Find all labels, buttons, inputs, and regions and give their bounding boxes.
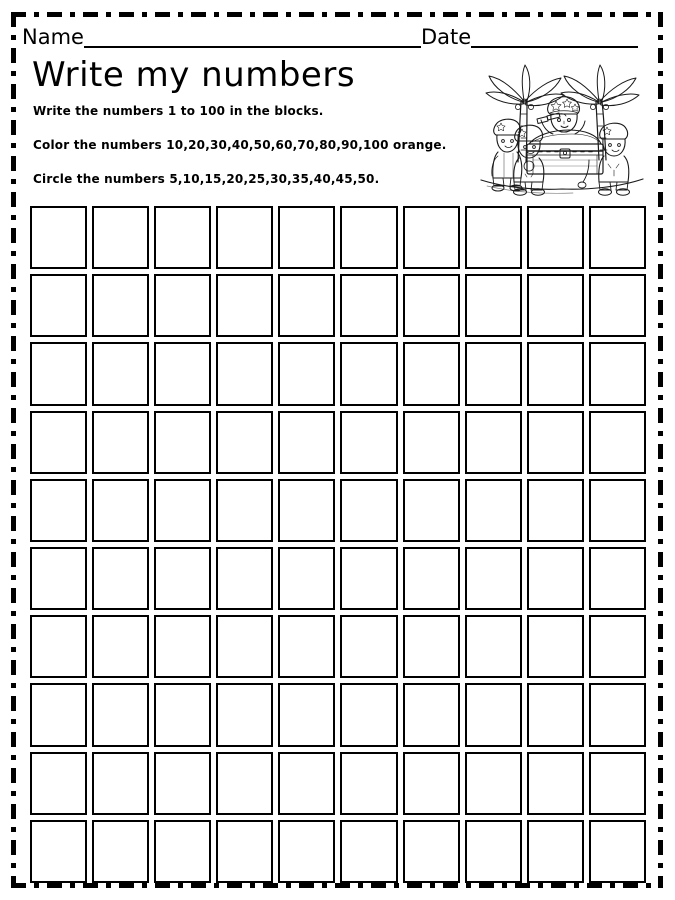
grid-cell[interactable] [92,411,149,474]
grid-cell[interactable] [340,479,397,542]
border-bottom [11,883,663,888]
grid-cell[interactable] [216,411,273,474]
grid-cell[interactable] [30,206,87,269]
grid-cell[interactable] [465,206,522,269]
grid-cell[interactable] [340,274,397,337]
grid-cell[interactable] [154,752,211,815]
grid-cell[interactable] [340,206,397,269]
grid-cell[interactable] [216,206,273,269]
grid-cell[interactable] [92,206,149,269]
grid-cell[interactable] [589,615,646,678]
name-date-row [22,22,646,48]
grid-cell[interactable] [527,479,584,542]
grid-cell[interactable] [527,683,584,746]
grid-cell[interactable] [403,615,460,678]
grid-cell[interactable] [30,274,87,337]
pirate-kids-treasure-chest-clipart [477,56,647,199]
grid-cell[interactable] [154,206,211,269]
grid-cell[interactable] [403,547,460,610]
grid-cell[interactable] [589,342,646,405]
grid-cell[interactable] [589,411,646,474]
grid-cell[interactable] [154,615,211,678]
grid-cell[interactable] [465,274,522,337]
grid-cell[interactable] [278,206,335,269]
grid-cell[interactable] [527,615,584,678]
grid-cell[interactable] [30,479,87,542]
border-top [11,12,663,17]
grid-cell[interactable] [216,615,273,678]
grid-cell[interactable] [340,615,397,678]
grid-cell[interactable] [340,683,397,746]
grid-cell[interactable] [589,479,646,542]
grid-cell[interactable] [30,547,87,610]
grid-cell[interactable] [340,411,397,474]
grid-cell[interactable] [465,820,522,883]
grid-cell[interactable] [589,274,646,337]
grid-cell[interactable] [278,615,335,678]
grid-cell[interactable] [30,615,87,678]
grid-cell[interactable] [92,274,149,337]
grid-cell[interactable] [92,820,149,883]
grid-cell[interactable] [403,206,460,269]
grid-cell[interactable] [30,411,87,474]
grid-cell[interactable] [527,274,584,337]
grid-cell[interactable] [403,274,460,337]
grid-cell[interactable] [403,820,460,883]
grid-cell[interactable] [527,411,584,474]
instruction-line-2: Color the numbers 10,20,30,40,50,60,70,80,90,100 orange. [33,138,447,152]
instruction-line-3: Circle the numbers 5,10,15,20,25,30,35,40,45,50. [33,172,380,186]
grid-cell[interactable] [154,411,211,474]
grid-cell[interactable] [403,683,460,746]
grid-cell[interactable] [465,479,522,542]
grid-cell[interactable] [92,479,149,542]
grid-cell[interactable] [589,683,646,746]
page-title: Write my numbers [32,55,356,95]
grid-cell[interactable] [278,752,335,815]
grid-cell[interactable] [92,615,149,678]
grid-cell[interactable] [589,820,646,883]
grid-cell[interactable] [589,752,646,815]
grid-cell[interactable] [92,342,149,405]
grid-cell[interactable] [278,479,335,542]
instructions-block [33,104,473,189]
name-write-line[interactable] [84,28,421,48]
grid-cell[interactable] [278,411,335,474]
grid-cell[interactable] [92,752,149,815]
grid-cell[interactable] [465,615,522,678]
grid-cell[interactable] [589,206,646,269]
grid-cell[interactable] [340,752,397,815]
grid-cell[interactable] [340,547,397,610]
grid-cell[interactable] [403,411,460,474]
grid-cell[interactable] [403,479,460,542]
grid-cell[interactable] [154,547,211,610]
grid-cell[interactable] [527,752,584,815]
grid-cell[interactable] [278,342,335,405]
grid-cell[interactable] [340,820,397,883]
date-label: Date [420,25,472,49]
grid-cell[interactable] [30,820,87,883]
grid-cell[interactable] [527,206,584,269]
grid-cell[interactable] [465,752,522,815]
grid-cell[interactable] [589,547,646,610]
grid-cell[interactable] [154,820,211,883]
grid-cell[interactable] [403,752,460,815]
grid-cell[interactable] [30,683,87,746]
grid-cell[interactable] [527,547,584,610]
grid-cell[interactable] [216,479,273,542]
grid-cell[interactable] [216,547,273,610]
border-right [658,12,663,888]
grid-cell[interactable] [92,547,149,610]
grid-cell[interactable] [465,683,522,746]
grid-cell[interactable] [465,411,522,474]
grid-cell[interactable] [527,820,584,883]
grid-cell[interactable] [216,274,273,337]
grid-cell[interactable] [154,274,211,337]
grid-cell[interactable] [465,342,522,405]
grid-cell[interactable] [30,752,87,815]
instruction-line-1: Write the numbers 1 to 100 in the blocks. [33,104,324,118]
grid-cell[interactable] [216,752,273,815]
border-left [11,12,16,888]
grid-cell[interactable] [278,820,335,883]
grid-cell[interactable] [30,342,87,405]
grid-cell[interactable] [154,683,211,746]
grid-cell[interactable] [216,342,273,405]
grid-cell[interactable] [154,342,211,405]
grid-cell[interactable] [465,547,522,610]
grid-cell[interactable] [154,479,211,542]
grid-cell[interactable] [278,547,335,610]
grid-cell[interactable] [92,683,149,746]
grid-cell[interactable] [216,683,273,746]
name-label: Name [22,25,84,49]
grid-cell[interactable] [278,274,335,337]
date-write-line[interactable] [471,28,638,48]
grid-cell[interactable] [216,820,273,883]
grid-cell[interactable] [278,683,335,746]
grid-cell[interactable] [340,342,397,405]
grid-cell[interactable] [527,342,584,405]
number-blocks-grid [30,206,646,883]
grid-cell[interactable] [403,342,460,405]
